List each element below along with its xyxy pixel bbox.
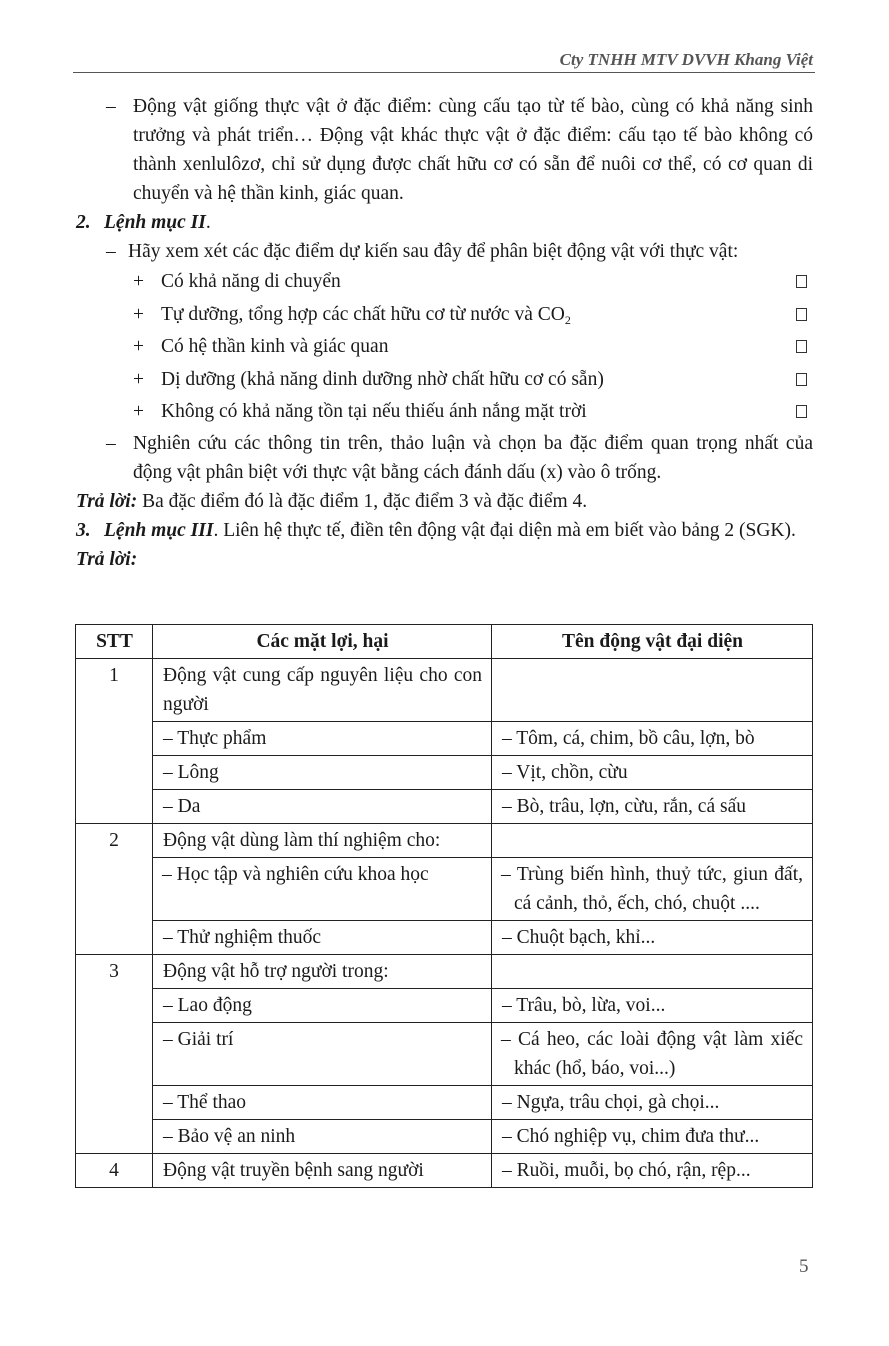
stt-cell: 4	[76, 1154, 153, 1188]
answer-label: Trả lời:	[76, 490, 138, 512]
plus-bullet: +	[133, 303, 144, 325]
trait-item	[76, 364, 813, 397]
table-header-row	[76, 625, 813, 659]
animals-cell: – Trâu, bò, lừa, voi...	[492, 989, 813, 1023]
dash-bullet: –	[106, 96, 116, 117]
section3-heading	[76, 516, 813, 545]
aspect-cell: – Giải trí	[153, 1023, 492, 1086]
section2-title: Lệnh mục II	[104, 212, 206, 233]
section2-answer	[76, 487, 813, 516]
checkbox[interactable]	[796, 373, 807, 386]
stt-cell: 1	[76, 659, 153, 824]
table-row	[76, 1086, 813, 1120]
aspect-cell: – Da	[153, 790, 492, 824]
trait-item	[76, 396, 813, 429]
animals-cell: – Cá heo, các loài động vật làm xiếc khác (hổ, báo, voi...)	[492, 1023, 813, 1086]
checkbox[interactable]	[796, 275, 807, 288]
group-heading: Động vật dùng làm thí nghiệm cho:	[153, 824, 492, 858]
empty-cell	[492, 824, 813, 858]
trait-item	[76, 331, 813, 364]
section2-instruction	[76, 429, 813, 487]
section3-text: . Liên hệ thực tế, điền tên động vật đại diện mà em biết vào bảng 2 (SGK).	[213, 519, 796, 541]
animals-table	[75, 624, 813, 1188]
page-number: 5	[799, 1256, 809, 1277]
animals-cell: – Ruồi, muỗi, bọ chó, rận, rệp...	[492, 1154, 813, 1188]
section2-number: 2.	[76, 212, 91, 233]
aspect-cell: – Lông	[153, 756, 492, 790]
animals-cell: – Tôm, cá, chim, bồ câu, lợn, bò	[492, 722, 813, 756]
trait-text: Không có khả năng tồn tại nếu thiếu ánh nắng mặt trời	[161, 401, 587, 422]
aspect-cell: – Thể thao	[153, 1086, 492, 1120]
table-row	[76, 790, 813, 824]
trait-text: Tự dưỡng, tổng hợp các chất hữu cơ từ nước và CO	[161, 303, 565, 325]
table-row	[76, 756, 813, 790]
answer-text: Ba đặc điểm đó là đặc điểm 1, đặc điểm 3 và đặc điểm 4.	[142, 490, 588, 512]
table-row	[76, 921, 813, 955]
plus-bullet: +	[133, 336, 144, 357]
page-header	[73, 46, 815, 73]
trait-item	[76, 266, 813, 299]
table-row	[76, 824, 813, 858]
trait-item	[76, 299, 813, 332]
stt-cell: 3	[76, 955, 153, 1154]
dash-bullet: –	[106, 432, 116, 454]
table-row	[76, 955, 813, 989]
animals-cell: – Ngựa, trâu chọi, gà chọi...	[492, 1086, 813, 1120]
subscript: 2	[564, 312, 571, 327]
plus-bullet: +	[133, 401, 144, 422]
aspect-cell: – Học tập và nghiên cứu khoa học	[153, 858, 492, 921]
intro-paragraph	[76, 92, 813, 208]
table-row	[76, 858, 813, 921]
aspect-cell: – Thử nghiệm thuốc	[153, 921, 492, 955]
trait-list	[76, 266, 813, 429]
header-company: Cty TNHH MTV DVVH Khang Việt	[559, 50, 813, 69]
trait-text: Dị dưỡng (khả năng dinh dưỡng nhờ chất hữu cơ có sẵn)	[161, 368, 604, 390]
page-content	[76, 92, 813, 574]
table-row	[76, 1154, 813, 1188]
section2-prompt	[76, 237, 813, 266]
section2-heading	[76, 208, 813, 237]
aspect-cell: – Thực phẩm	[153, 722, 492, 756]
header-stt: STT	[76, 625, 153, 659]
animals-cell: – Chó nghiệp vụ, chim đưa thư...	[492, 1120, 813, 1154]
section2-title-suffix: .	[205, 212, 211, 233]
aspect-cell: – Bảo vệ an ninh	[153, 1120, 492, 1154]
header-animals: Tên động vật đại diện	[492, 625, 813, 659]
table-row	[76, 1120, 813, 1154]
group-heading: Động vật hỗ trợ người trong:	[153, 955, 492, 989]
animals-cell: – Bò, trâu, lợn, cừu, rắn, cá sấu	[492, 790, 813, 824]
group-heading: Động vật cung cấp nguyên liệu cho con người	[153, 659, 492, 722]
animals-cell: – Trùng biến hình, thuỷ tức, giun đất, cá cảnh, thỏ, ếch, chó, chuột ....	[492, 858, 813, 921]
section3-number: 3.	[76, 519, 91, 541]
empty-cell	[492, 955, 813, 989]
table-row	[76, 722, 813, 756]
table-row	[76, 989, 813, 1023]
header-aspects: Các mặt lợi, hại	[153, 625, 492, 659]
checkbox[interactable]	[796, 405, 807, 418]
animals-cell: – Vịt, chồn, cừu	[492, 756, 813, 790]
trait-text: Có hệ thần kinh và giác quan	[161, 336, 389, 357]
dash-bullet: –	[106, 241, 116, 262]
plus-bullet: +	[133, 271, 144, 292]
aspect-cell: – Lao động	[153, 989, 492, 1023]
group-heading: Động vật truyền bệnh sang người	[153, 1154, 492, 1188]
animals-cell: – Chuột bạch, khỉ...	[492, 921, 813, 955]
section2-prompt-text: Hãy xem xét các đặc điểm dự kiến sau đây để phân biệt động vật với thực vật:	[128, 241, 739, 262]
section3-answer-label: Trả lời:	[76, 548, 138, 570]
trait-text: Có khả năng di chuyển	[161, 271, 341, 292]
instruction-text: Nghiên cứu các thông tin trên, thảo luận và chọn ba đặc điểm quan trọng nhất của động vật phân biệt với thực vật bằng cách đánh dấu (x) vào ô trống.	[133, 432, 813, 483]
table-row	[76, 1023, 813, 1086]
empty-cell	[492, 659, 813, 722]
section3-title: Lệnh mục III	[104, 519, 214, 541]
stt-cell: 2	[76, 824, 153, 955]
checkbox[interactable]	[796, 308, 807, 321]
plus-bullet: +	[133, 368, 144, 390]
intro-text: Động vật giống thực vật ở đặc điểm: cùng cấu tạo từ tế bào, cùng có khả năng sinh trưởng và phát triển… Động vật khác thực vật ở đặc điểm: cấu tạo tế bào không có thành xenlulôzơ, chỉ sử dụng được chất hữu cơ có sẵn để nuôi cơ thể, có cơ quan di chuyển và hệ thần kinh, giác quan.	[133, 96, 813, 204]
table-row	[76, 659, 813, 722]
checkbox[interactable]	[796, 340, 807, 353]
